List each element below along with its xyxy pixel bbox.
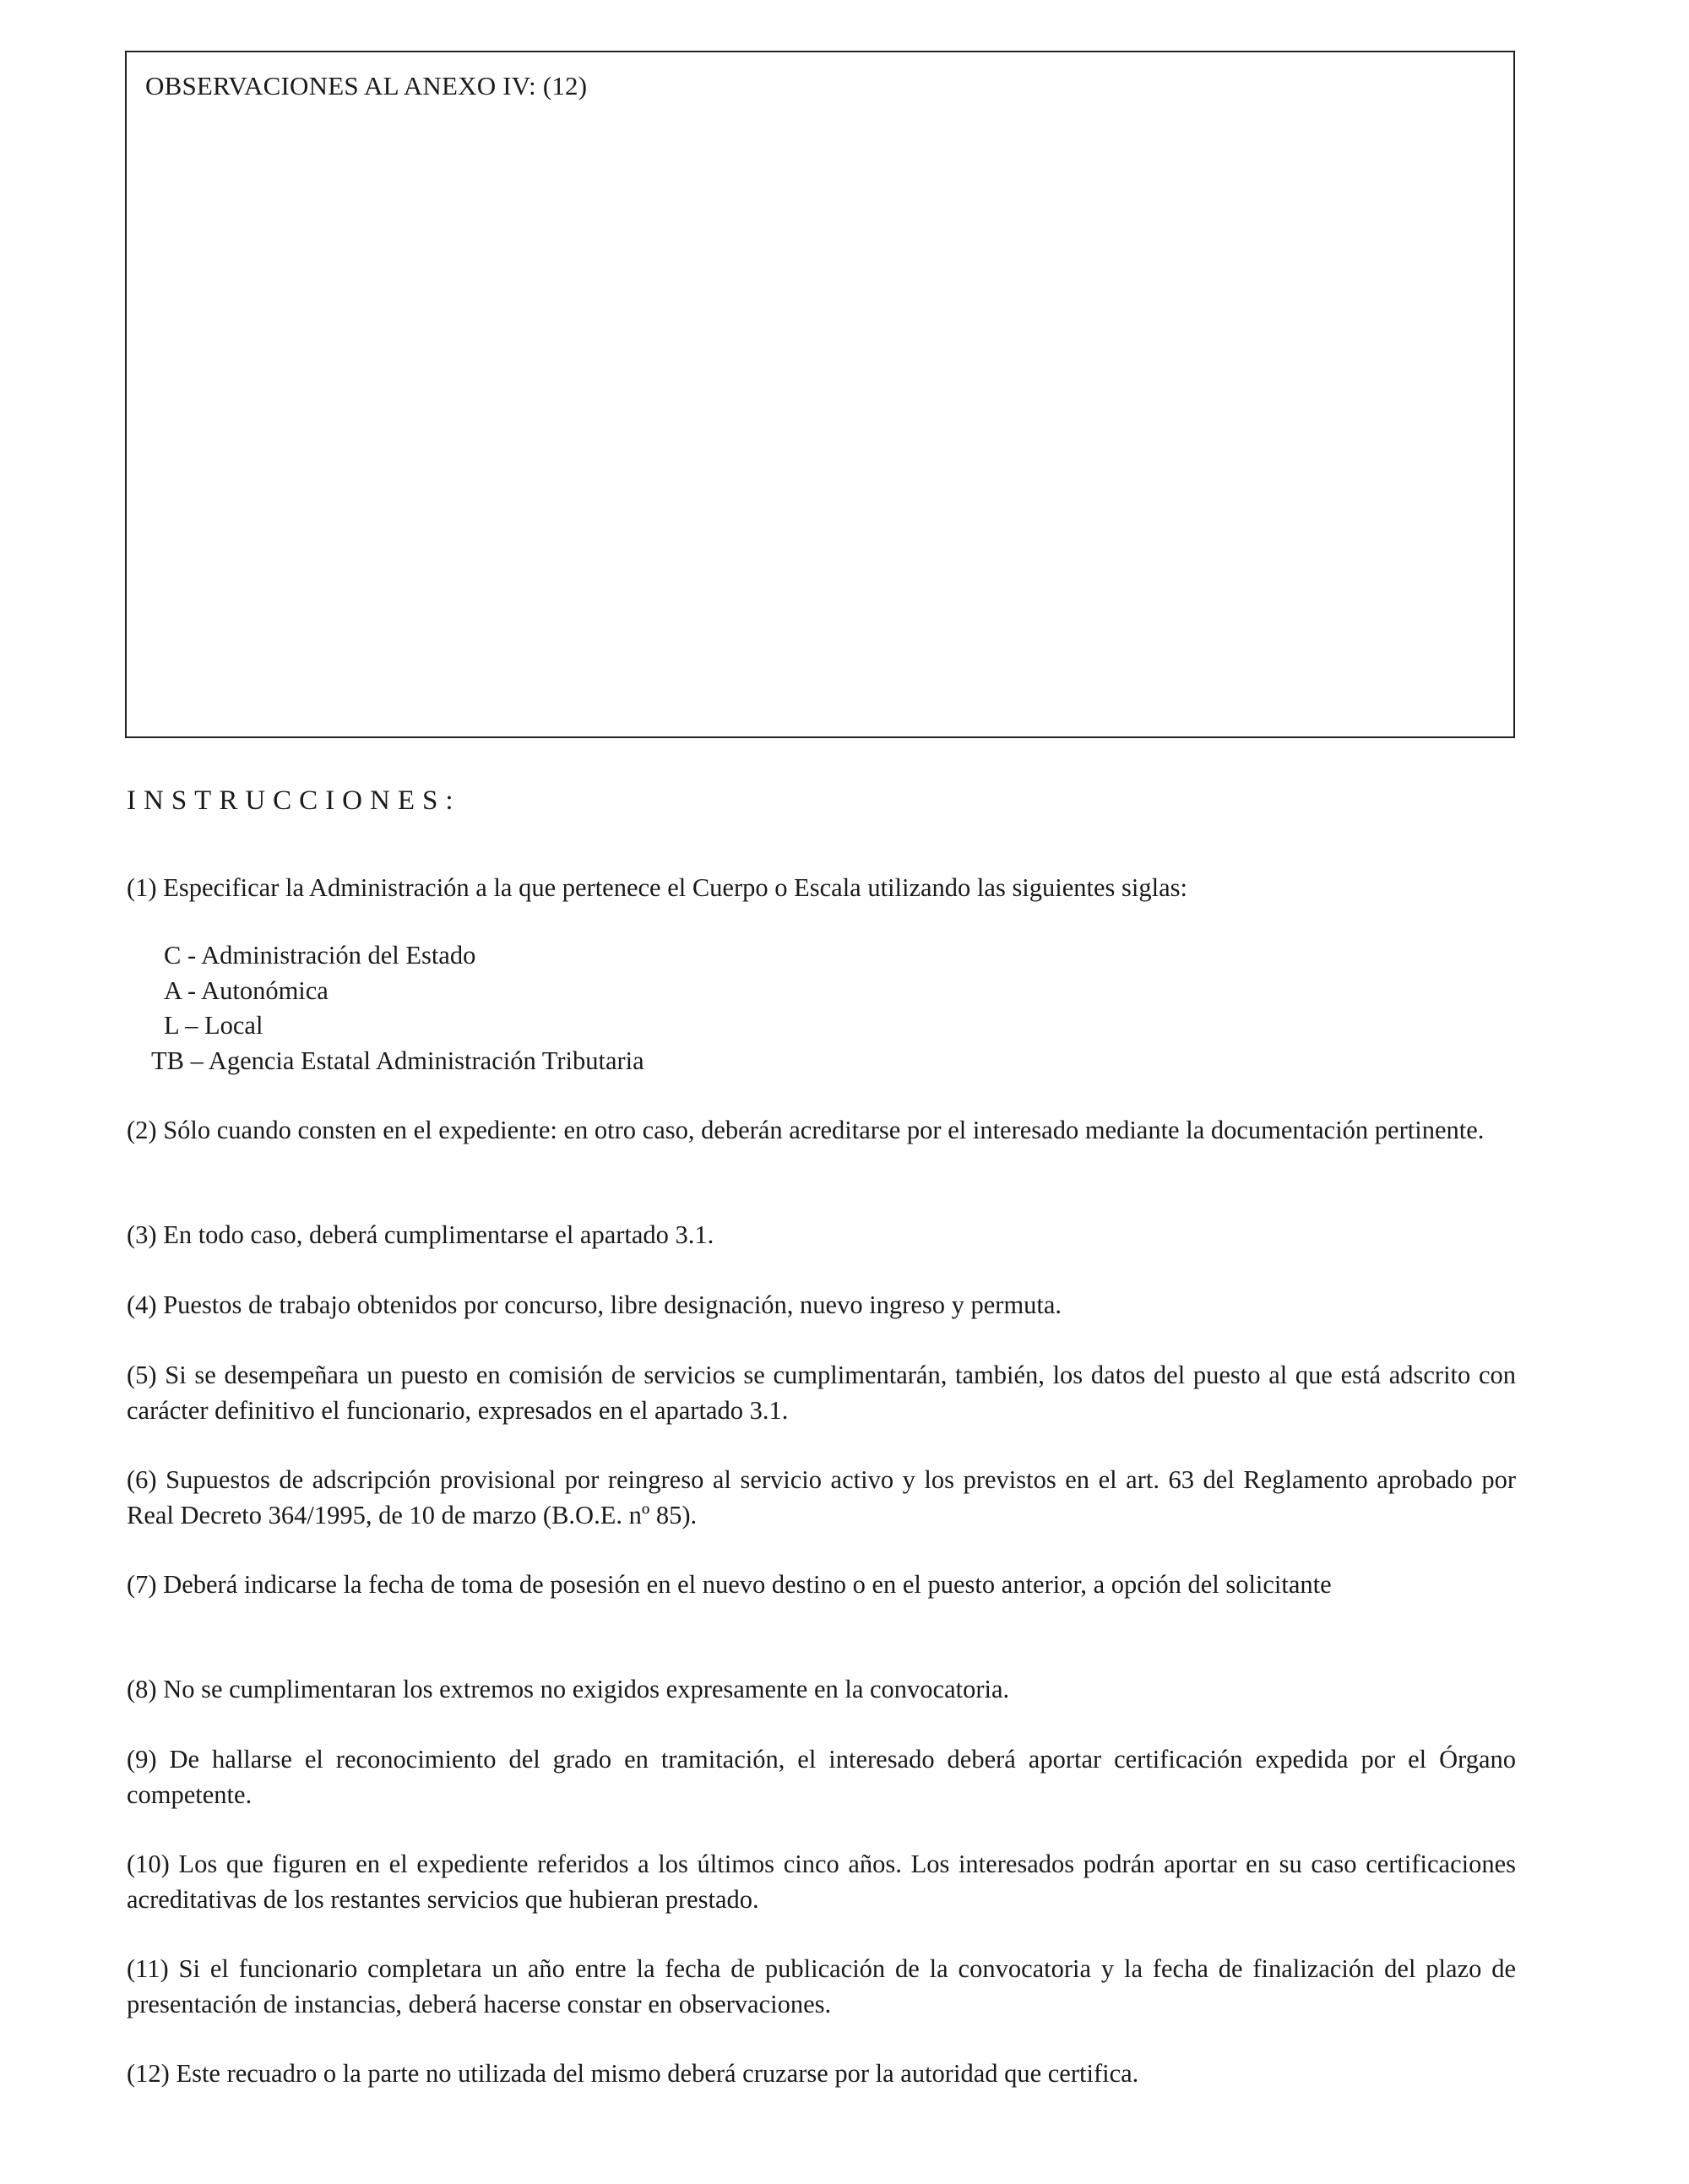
instruction-note-9: (9) De hallarse el reconocimiento del grado en tramitación, el interesado deberá aportar certificación expedida por el Órgano competente. [127,1745,1516,1809]
instrucciones-heading: INSTRUCCIONES: [127,785,461,816]
instruction-note-12: (12) Este recuadro o la parte no utilizada del mismo deberá cruzarse por la autoridad que certifica. [127,2059,1139,2088]
sigla-a: A - Autonómica [164,976,329,1005]
sigla-l: L – Local [164,1011,263,1040]
instruction-note-5: (5) Si se desempeñara un puesto en comisión de servicios se cumplimentarán, también, los datos del puesto al que está adscrito con carácter definitivo el funcionario, expresados en el apartado 3.1. [127,1361,1516,1425]
instruction-note-2: (2) Sólo cuando consten en el expediente: en otro caso, deberán acreditarse por el interesado mediante la documentación pertinente. [127,1116,1485,1144]
sigla-c: C - Administración del Estado [164,941,476,970]
instruction-note-4: (4) Puestos de trabajo obtenidos por concurso, libre designación, nuevo ingreso y permuta. [127,1290,1062,1319]
observaciones-title: OBSERVACIONES AL ANEXO IV: (12) [145,71,588,101]
instruction-note-7: (7) Deberá indicarse la fecha de toma de posesión en el nuevo destino o en el puesto anterior, a opción del solicitante [127,1570,1332,1599]
observaciones-box [125,51,1515,738]
instruction-note-1: (1) Especificar la Administración a la que pertenece el Cuerpo o Escala utilizando las siguientes siglas: [127,873,1187,902]
instruction-note-6: (6) Supuestos de adscripción provisional por reingreso al servicio activo y los previstos en el art. 63 del Reglamento aprobado por Real Decreto 364/1995, de 10 de marzo (B.O.E. nº 85). [127,1465,1516,1529]
instruction-note-10: (10) Los que figuren en el expediente referidos a los últimos cinco años. Los interesados podrán aportar en su caso certificaciones acreditativas de los restantes servicios que hubieran prestado. [127,1850,1516,1914]
sigla-tb: TB – Agencia Estatal Administración Tributaria [151,1046,644,1075]
instruction-note-11: (11) Si el funcionario completara un año entre la fecha de publicación de la convocatoria y la fecha de finalización del plazo de presentación de instancias, deberá hacerse constar en observaciones. [127,1954,1516,2018]
instruction-note-3: (3) En todo caso, deberá cumplimentarse el apartado 3.1. [127,1220,714,1249]
instruction-note-8: (8) No se cumplimentaran los extremos no exigidos expresamente en la convocatoria. [127,1675,1010,1703]
